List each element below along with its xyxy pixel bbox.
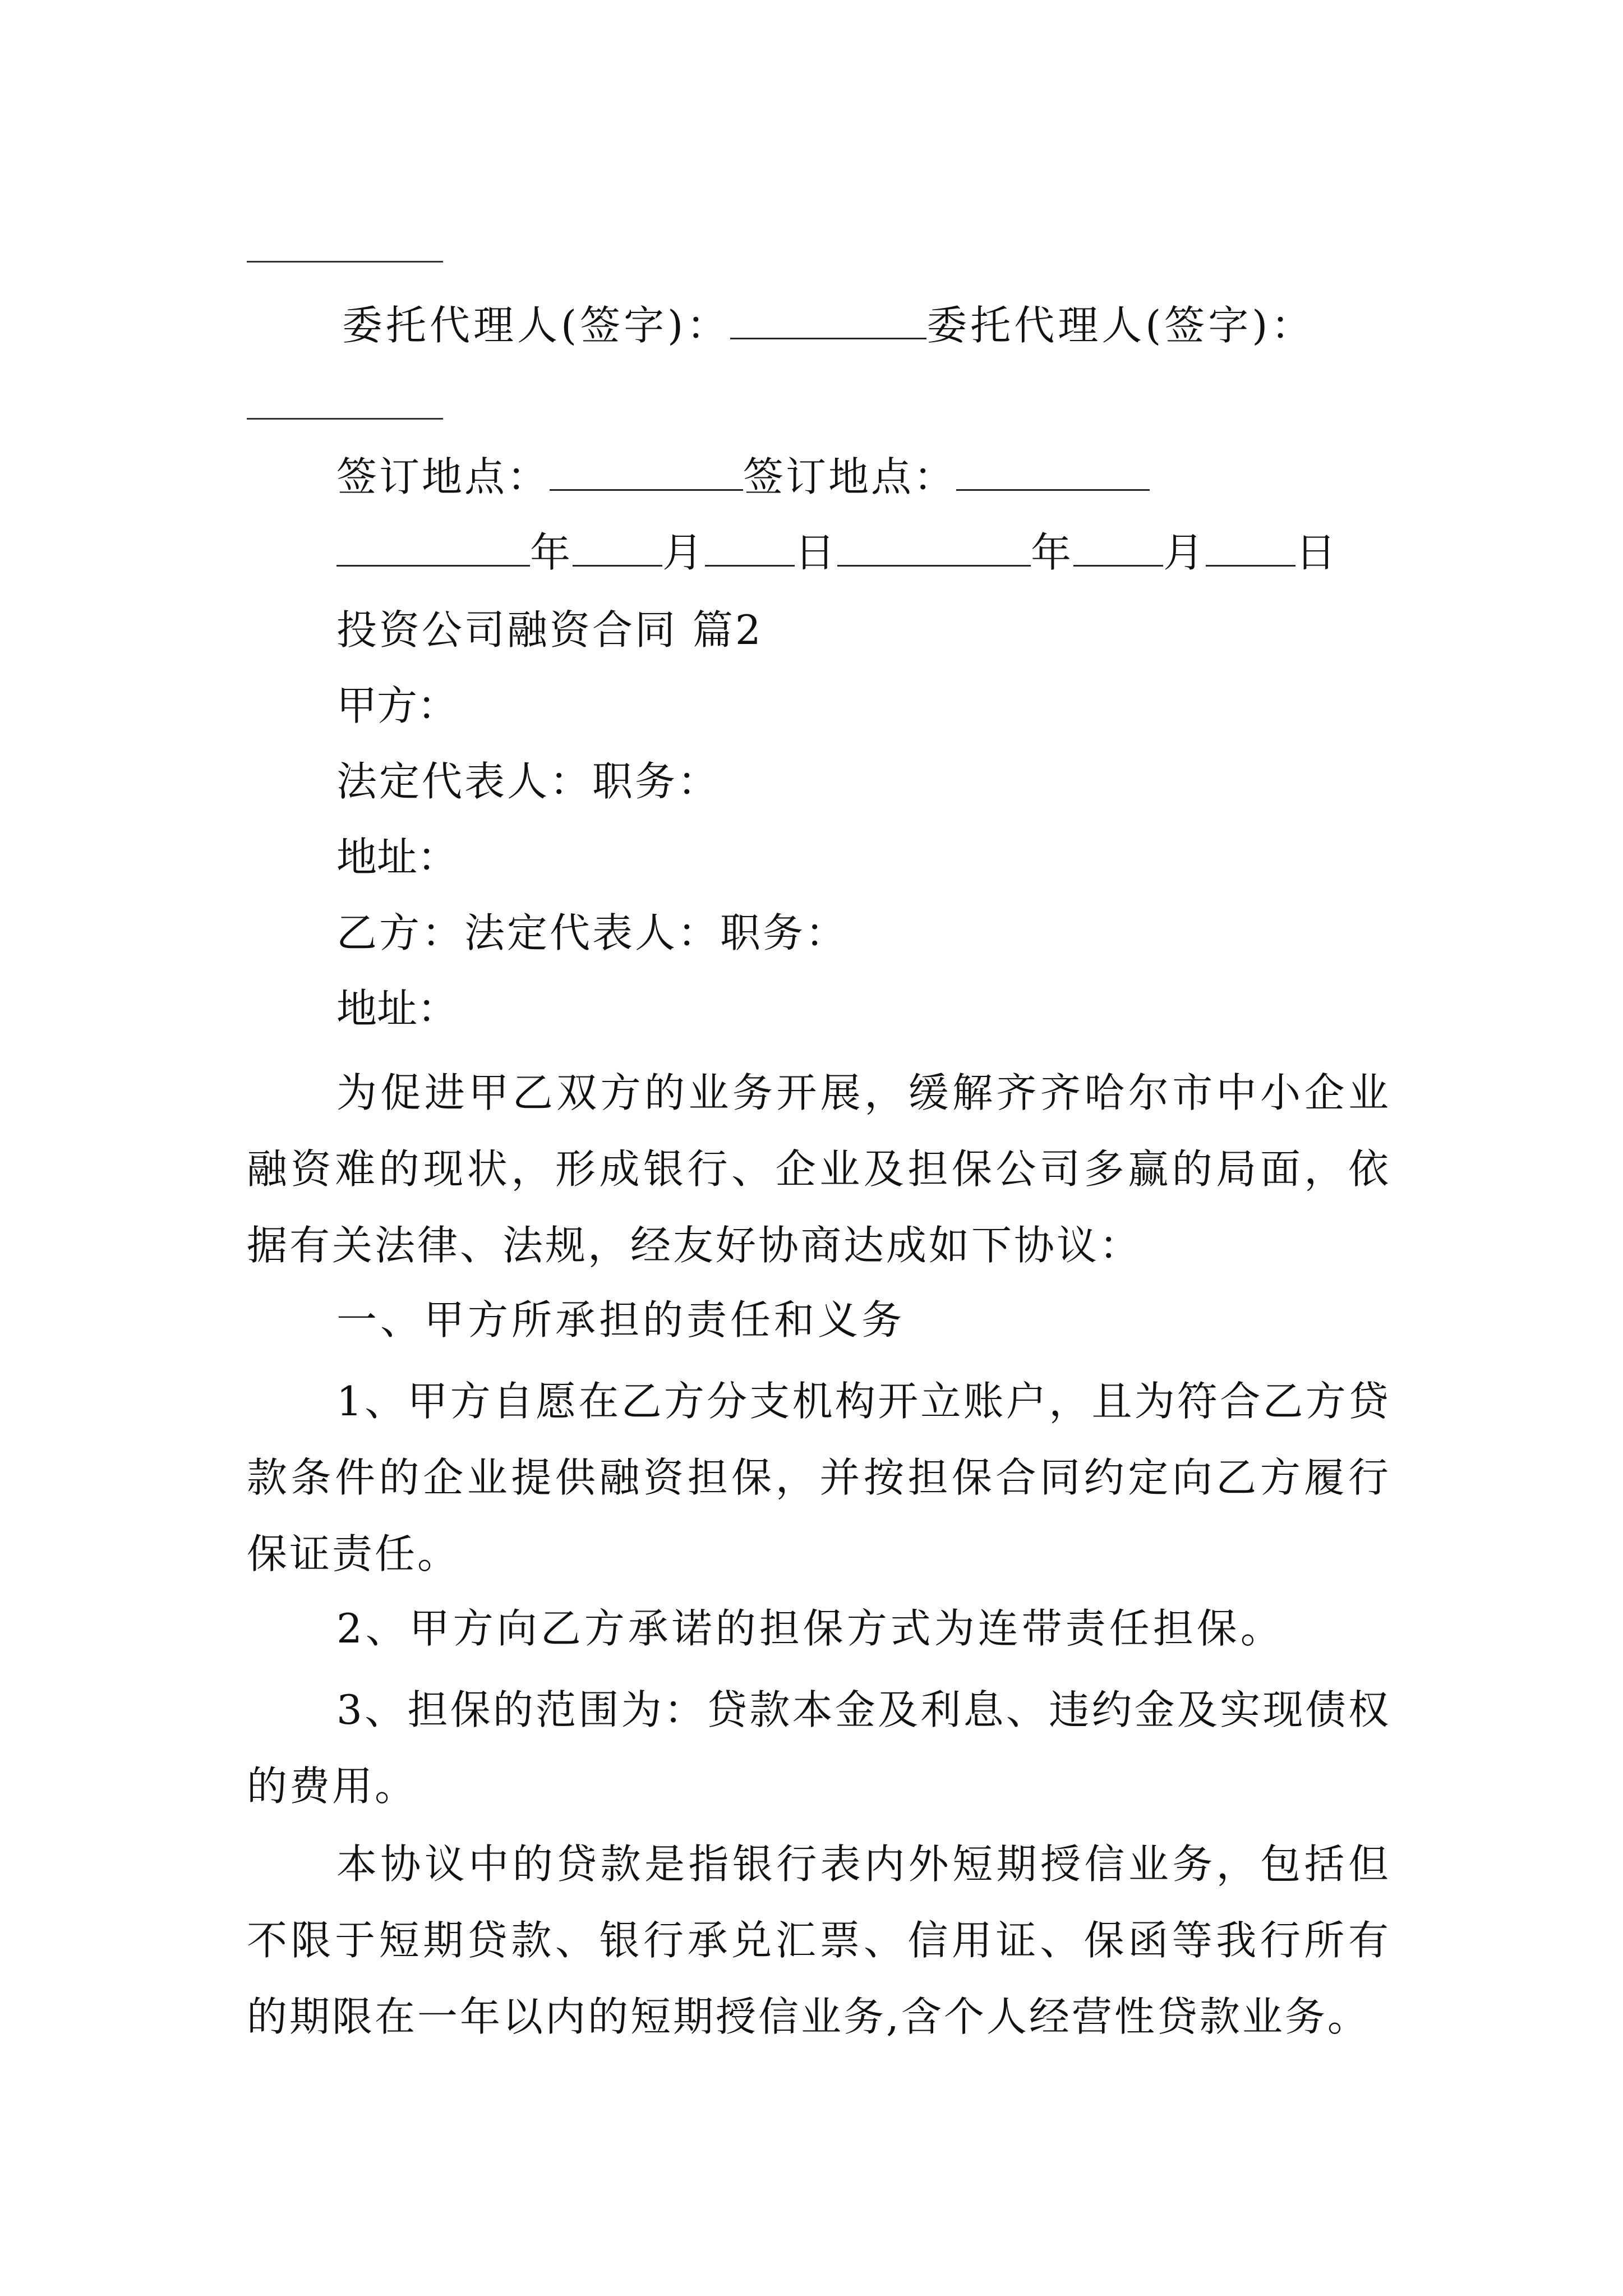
signing-place-line (336, 449, 1150, 504)
month-blank-b[interactable] (1073, 524, 1163, 567)
place-label-b: 签订地点： (743, 453, 957, 500)
contract-heading: 投资公司融资合同 篇2 (336, 606, 763, 654)
agent-signature-blank-a[interactable] (730, 297, 926, 339)
agent-label-b: 委托代理人(签字)： (926, 302, 1315, 349)
month-blank-a[interactable] (573, 524, 662, 567)
agent-signature-line (342, 297, 1315, 352)
month-label-b: 月 (1163, 529, 1206, 576)
clause-3: 3、担保的范围为：贷款本金及利息、违约金及实现债权的费用。 (247, 1686, 1391, 1810)
signature-blank-rule (247, 418, 443, 420)
agent-label-a: 委托代理人(签字)： (342, 302, 731, 349)
party-b-address: 地址： (336, 985, 458, 1032)
party-a-label: 甲方： (336, 682, 458, 729)
section-1-title: 一、甲方所承担的责任和义务 (336, 1296, 906, 1343)
loan-definition-paragraph: 本协议中的贷款是指银行表内外短期授信业务，包括但不限于短期贷款、银行承兑汇票、信用证、保函等我行所有的期限在一年以内的短期授信业务,含个人经营性贷款业务。 (247, 1841, 1391, 2040)
place-blank-a[interactable] (550, 449, 743, 491)
day-label-b: 日 (1295, 529, 1339, 576)
year-label-b: 年 (1031, 529, 1074, 576)
year-blank-a[interactable] (336, 524, 530, 567)
day-blank-a[interactable] (705, 524, 795, 567)
party-b-line: 乙方：法定代表人：职务： (336, 909, 849, 956)
signing-date-line (336, 524, 1338, 579)
signature-blank-rule (247, 261, 443, 263)
month-label-a: 月 (662, 529, 706, 576)
day-blank-b[interactable] (1206, 524, 1295, 567)
day-label-a: 日 (795, 529, 838, 576)
intro-paragraph: 为促进甲乙双方的业务开展，缓解齐齐哈尔市中小企业融资难的现状，形成银行、企业及担保公司多赢的局面，依据有关法律、法规，经友好协商达成如下协议： (247, 1069, 1391, 1269)
year-label-a: 年 (530, 529, 573, 576)
party-a-representative: 法定代表人：职务： (336, 758, 721, 805)
year-blank-b[interactable] (837, 524, 1031, 567)
clause-2: 2、甲方向乙方承诺的担保方式为连带责任担保。 (336, 1605, 1284, 1652)
clause-1: 1、甲方自愿在乙方分支机构开立账户，且为符合乙方贷款条件的企业提供融资担保，并按担保合同约定向乙方履行保证责任。 (247, 1378, 1391, 1577)
place-blank-b[interactable] (956, 449, 1150, 491)
party-a-address: 地址： (336, 834, 458, 881)
place-label-a: 签订地点： (336, 453, 550, 500)
